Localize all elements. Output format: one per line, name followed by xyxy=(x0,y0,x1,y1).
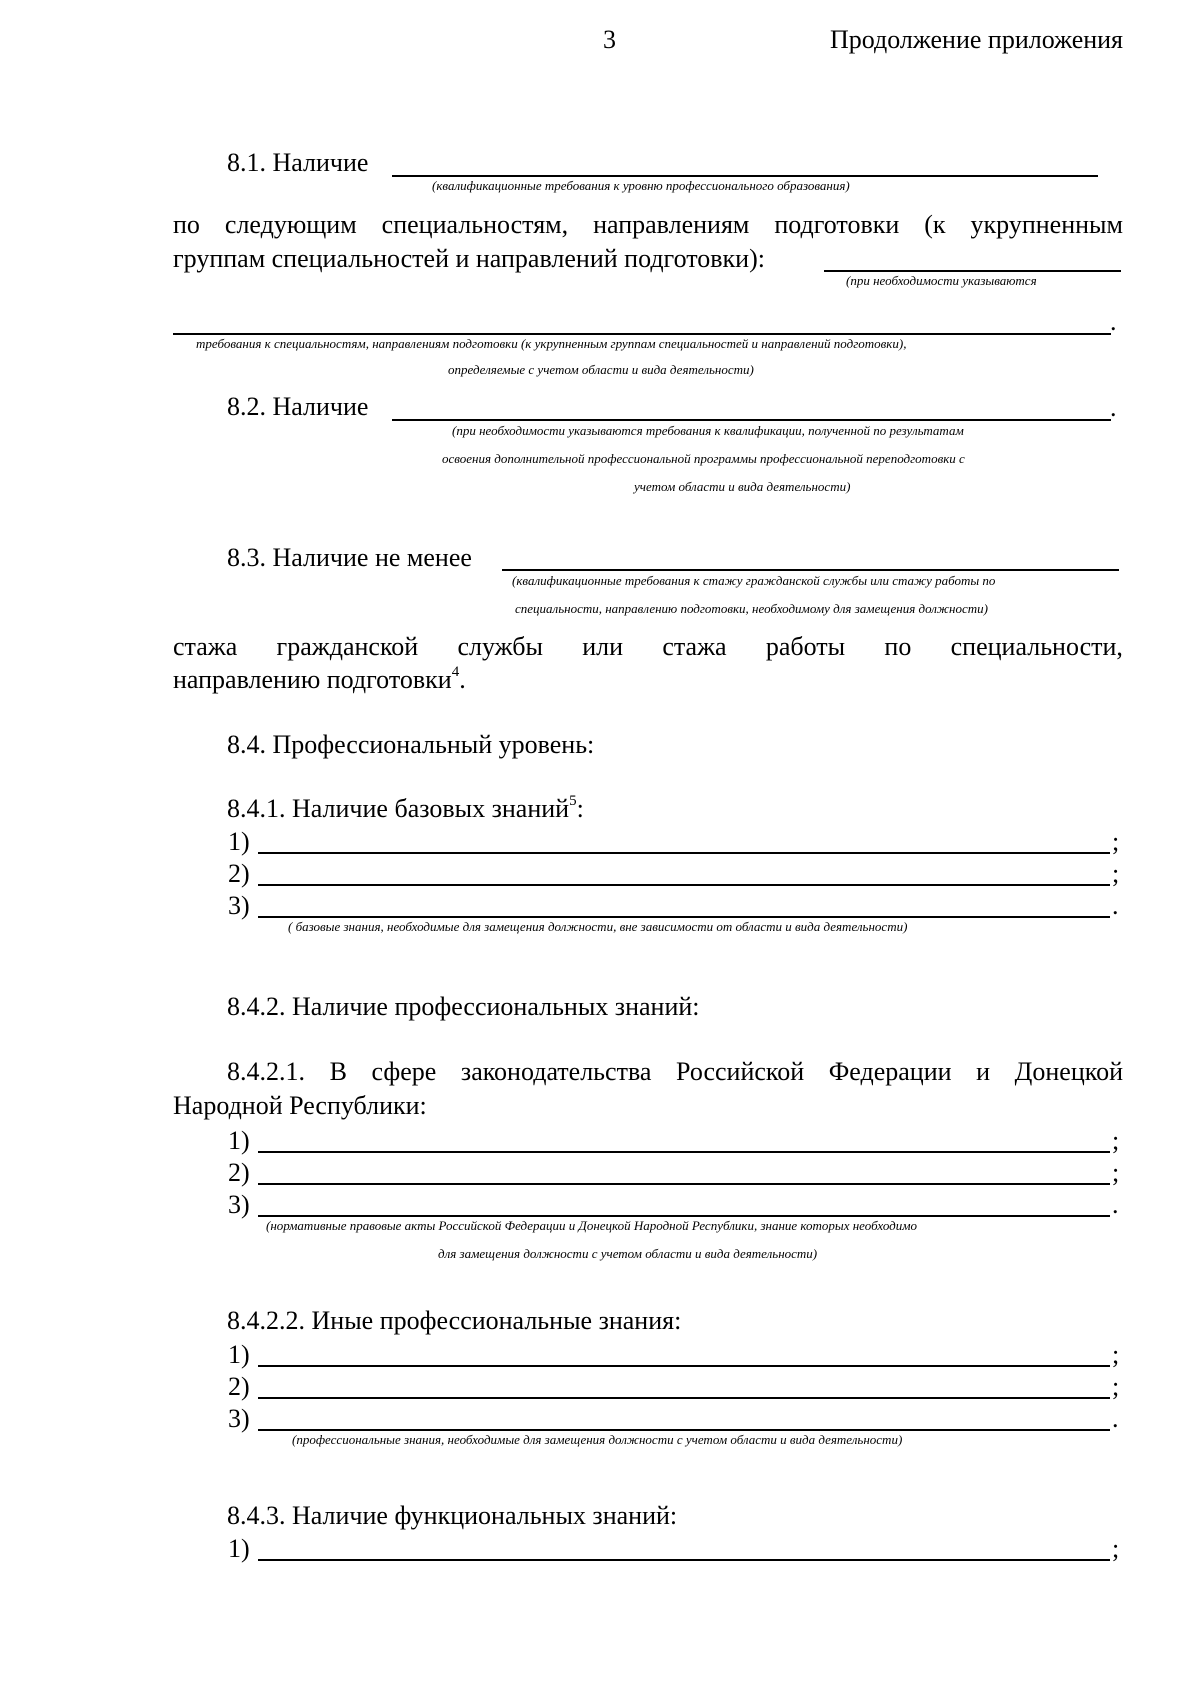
word: службы xyxy=(457,632,543,661)
section-8-1-caption4: определяемые с учетом области и вида деятельности) xyxy=(448,362,754,377)
section-8-4-2-1-line1 xyxy=(227,1057,1123,1087)
section-8-2-field[interactable] xyxy=(392,419,1111,421)
section-8-3-line1 xyxy=(173,632,1123,662)
list-item-end: ; xyxy=(1112,1534,1120,1563)
list-item-end: ; xyxy=(1112,1126,1120,1155)
other-knowledge-field-1[interactable] xyxy=(258,1365,1110,1367)
section-8-4-2-2-title: 8.4.2.2. Иные профессиональные знания: xyxy=(227,1306,682,1335)
list-item-number: 3) xyxy=(228,891,250,920)
section-8-1-caption3: требования к специальностям, направлениям подготовки (к укрупненным группам специальностей и направлений подготовки), xyxy=(196,336,907,351)
list-item-number: 1) xyxy=(228,1340,250,1369)
word: стажа xyxy=(662,632,727,661)
section-8-1-line2: группам специальностей и направлений подготовки): xyxy=(173,244,765,273)
section-8-1-label: 8.1. Наличие xyxy=(227,148,369,177)
word: специальности, xyxy=(950,632,1123,661)
section-8-3-caption2: специальности, направлению подготовки, необходимому для замещения должности) xyxy=(515,601,988,616)
title-text: 8.4.1. Наличие базовых знаний xyxy=(227,794,570,823)
word: направлениям xyxy=(593,210,750,239)
word: или xyxy=(582,632,624,661)
section-8-4-2-2-caption: (профессиональные знания, необходимые для замещения должности с учетом области и вида деятельности) xyxy=(292,1432,903,1447)
base-knowledge-field-3[interactable] xyxy=(258,916,1110,918)
section-8-2-end-dot: . xyxy=(1110,393,1117,422)
word: сфере xyxy=(371,1057,437,1086)
word: В xyxy=(329,1057,347,1086)
base-knowledge-field-1[interactable] xyxy=(258,852,1110,854)
list-item-number: 1) xyxy=(228,1534,250,1563)
word: законодательства xyxy=(460,1057,652,1086)
word: и xyxy=(976,1057,991,1086)
section-8-1-specialties-field[interactable] xyxy=(824,270,1121,272)
continuation-label: Продолжение приложения xyxy=(830,25,1124,54)
section-8-1-end-dot: . xyxy=(1110,307,1117,336)
word: подготовки xyxy=(774,210,900,239)
section-8-1-specialties-field-2[interactable] xyxy=(173,333,1111,335)
title-end: : xyxy=(576,794,584,823)
list-item-number: 2) xyxy=(228,859,250,888)
section-8-4-2-1-caption2: для замещения должности с учетом области и вида деятельности) xyxy=(438,1246,818,1261)
word: гражданской xyxy=(276,632,419,661)
word: Российской xyxy=(676,1057,805,1086)
section-8-2-caption3: учетом области и вида деятельности) xyxy=(634,479,851,494)
section-8-1-caption2: (при необходимости указываются xyxy=(846,273,1037,288)
word: работы xyxy=(765,632,846,661)
functional-knowledge-field-1[interactable] xyxy=(258,1559,1110,1561)
list-item-end: . xyxy=(1112,1404,1119,1433)
section-8-4-1-caption: ( базовые знания, необходимые для замещения должности, вне зависимости от области и вида деятельности) xyxy=(288,919,908,934)
section-8-2-label: 8.2. Наличие xyxy=(227,392,369,421)
section-8-1-line1 xyxy=(173,210,1123,240)
list-item-number: 1) xyxy=(228,827,250,856)
section-8-3-caption1: (квалификационные требования к стажу гражданской службы или стажу работы по xyxy=(512,573,996,588)
line2-text: направлению подготовки xyxy=(173,665,452,694)
word: стажа xyxy=(173,632,238,661)
word: следующим xyxy=(224,210,357,239)
list-item-end: . xyxy=(1112,1190,1119,1219)
section-8-3-field[interactable] xyxy=(502,569,1119,571)
section-8-4-title: 8.4. Профессиональный уровень: xyxy=(227,730,595,759)
footnote-4[interactable]: 4 xyxy=(451,664,460,681)
word: (к xyxy=(924,210,946,239)
list-item-end: ; xyxy=(1112,859,1120,888)
section-8-2-caption2: освоения дополнительной профессиональной программы профессиональной переподготовки с xyxy=(442,451,965,466)
list-item-number: 3) xyxy=(228,1190,250,1219)
word: по xyxy=(173,210,200,239)
base-knowledge-field-2[interactable] xyxy=(258,884,1110,886)
word: Федерации xyxy=(828,1057,952,1086)
section-8-3-label: 8.3. Наличие не менее xyxy=(227,543,472,572)
section-8-1-field[interactable] xyxy=(392,175,1098,177)
list-item-end: ; xyxy=(1112,827,1120,856)
section-8-3-line2 xyxy=(173,665,466,695)
list-item-end: ; xyxy=(1112,1372,1120,1401)
section-8-4-2-title: 8.4.2. Наличие профессиональных знаний: xyxy=(227,992,700,1021)
legislation-field-1[interactable] xyxy=(258,1151,1110,1153)
list-item-number: 2) xyxy=(228,1158,250,1187)
footnote-5[interactable]: 5 xyxy=(569,793,577,810)
word: по xyxy=(884,632,912,661)
word: 8.4.2.1. xyxy=(227,1057,305,1086)
legislation-field-3[interactable] xyxy=(258,1215,1110,1217)
line2-end: . xyxy=(459,665,466,694)
word: Донецкой xyxy=(1014,1057,1123,1086)
section-8-4-2-1-line2: Народной Республики: xyxy=(173,1091,427,1120)
other-knowledge-field-2[interactable] xyxy=(258,1397,1110,1399)
page-number: 3 xyxy=(603,25,616,54)
list-item-end: ; xyxy=(1112,1340,1120,1369)
list-item-end: . xyxy=(1112,891,1119,920)
section-8-4-1-title xyxy=(227,794,584,824)
legislation-field-2[interactable] xyxy=(258,1183,1110,1185)
other-knowledge-field-3[interactable] xyxy=(258,1429,1110,1431)
list-item-number: 3) xyxy=(228,1404,250,1433)
section-8-2-caption1: (при необходимости указываются требования к квалификации, полученной по результатам xyxy=(452,423,964,438)
word: укрупненным xyxy=(970,210,1123,239)
list-item-number: 1) xyxy=(228,1126,250,1155)
word: специальностям, xyxy=(381,210,569,239)
list-item-number: 2) xyxy=(228,1372,250,1401)
section-8-4-3-title: 8.4.3. Наличие функциональных знаний: xyxy=(227,1501,678,1530)
section-8-4-2-1-caption1: (нормативные правовые акты Российской Федерации и Донецкой Народной Республики, знание которых необходимо xyxy=(266,1218,918,1233)
section-8-1-caption: (квалификационные требования к уровню профессионального образования) xyxy=(432,178,850,193)
list-item-end: ; xyxy=(1112,1158,1120,1187)
